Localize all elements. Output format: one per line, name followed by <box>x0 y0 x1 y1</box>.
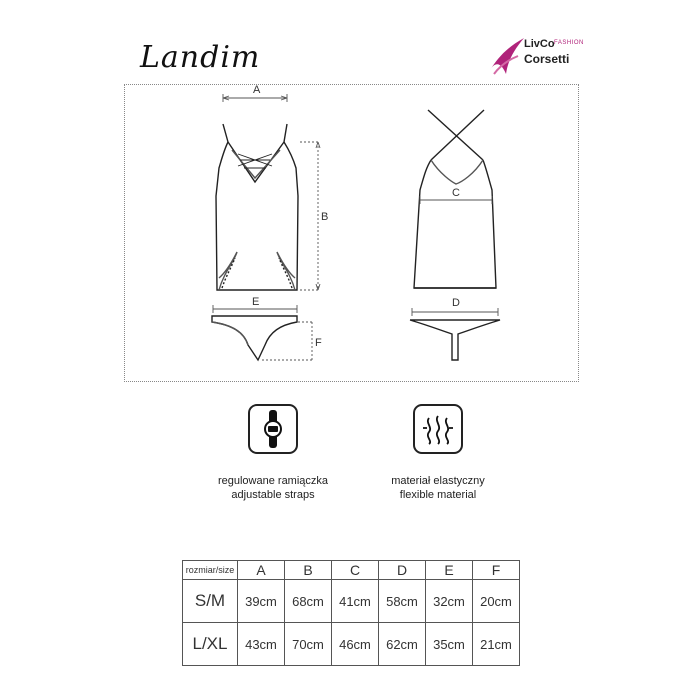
product-title: Landim <box>140 40 261 75</box>
column-header-a: A <box>238 561 285 580</box>
table-cell: 46cm <box>332 623 379 666</box>
table-cell: 43cm <box>238 623 285 666</box>
size-label: S/M <box>183 580 238 623</box>
table-row <box>183 623 520 666</box>
thong-drawing <box>212 316 297 360</box>
front-chemise-drawing <box>216 124 298 290</box>
size-table-corner: rozmiar/size <box>183 561 238 580</box>
feature-label-en: flexible material <box>399 489 477 501</box>
size-table <box>182 560 520 666</box>
column-header-b: B <box>285 561 332 580</box>
label-a: A <box>253 84 261 96</box>
feature-label-pl: regulowane ramiączka <box>217 475 329 487</box>
brand-name-line1: LivCo <box>524 38 555 50</box>
column-header-d: D <box>379 561 426 580</box>
brand-tag: FASHION <box>554 40 584 46</box>
table-row <box>183 580 520 623</box>
feature-flexible-material <box>368 404 508 502</box>
table-cell: 41cm <box>332 580 379 623</box>
column-header-f: F <box>473 561 520 580</box>
feature-label-en: adjustable straps <box>231 489 315 501</box>
brand-name-line2: Corsetti <box>524 52 570 66</box>
back-chemise-drawing <box>414 110 496 288</box>
table-cell: 68cm <box>285 580 332 623</box>
table-cell: 32cm <box>426 580 473 623</box>
feature-adjustable-straps <box>203 404 343 502</box>
label-b: B <box>321 211 329 223</box>
table-cell: 35cm <box>426 623 473 666</box>
label-d: D <box>452 297 460 309</box>
table-cell: 20cm <box>473 580 520 623</box>
table-cell: 39cm <box>238 580 285 623</box>
label-c: C <box>452 187 460 199</box>
column-header-e: E <box>426 561 473 580</box>
table-cell: 58cm <box>379 580 426 623</box>
label-f: F <box>315 337 322 349</box>
table-cell: 62cm <box>379 623 426 666</box>
size-table-header-row <box>183 561 520 580</box>
feature-label-pl: materiał elastyczny <box>391 475 485 487</box>
table-cell: 21cm <box>473 623 520 666</box>
adjustable-strap-icon <box>248 404 298 454</box>
back-thong-drawing <box>410 320 500 360</box>
column-header-c: C <box>332 561 379 580</box>
label-e: E <box>252 296 260 308</box>
table-cell: 70cm <box>285 623 332 666</box>
elastic-material-icon <box>413 404 463 454</box>
size-label: L/XL <box>183 623 238 666</box>
